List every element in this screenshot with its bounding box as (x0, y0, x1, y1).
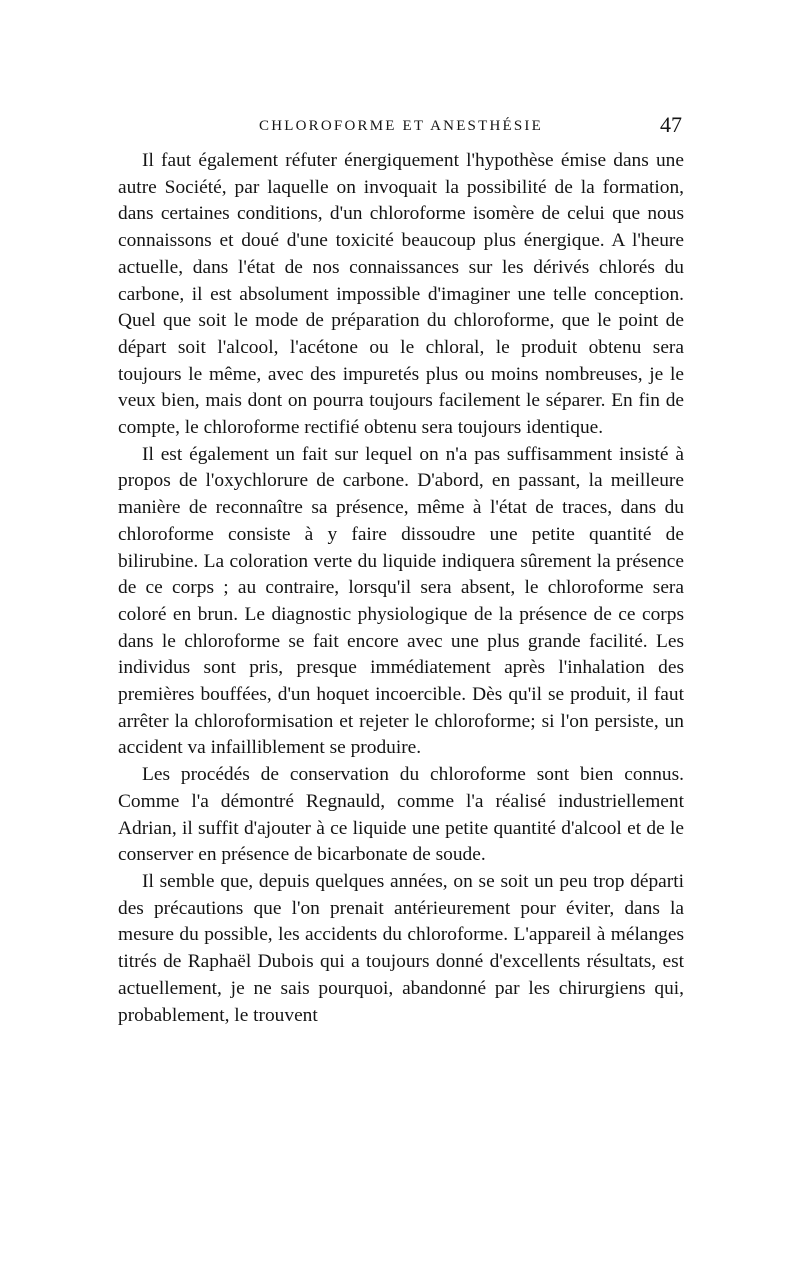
paragraph: Il faut également réfuter énergiquement l'hypothèse émise dans une autre Société, par laquelle on invoquait la possibilité de la formation, dans certaines conditions, d'un chloroforme isomère de celui que nous connaissons et doué d'une toxicité beaucoup plus énergique. A l'heure actuelle, dans l'état de nos connaissances sur les dérivés chlorés du carbone, il est absolument impossible d'imaginer une telle conception. Quel que soit le mode de préparation du chloroforme, que le point de départ soit l'alcool, l'acétone ou le chloral, le produit obtenu sera toujours le même, avec des impuretés plus ou moins nombreuses, je le veux bien, mais dont on pourra toujours facilement le séparer. En fin de compte, le chloroforme rectifié obtenu sera toujours identique. (118, 150, 684, 439)
paragraph: Les procédés de conservation du chloroforme sont bien connus. Comme l'a démontré Regnauld, comme l'a réalisé industriellement Adrian, il suffit d'ajouter à ce liquide une petite quantité d'alcool et de le conserver en présence de bicarbonate de soude. (118, 764, 684, 866)
body-text (118, 148, 684, 1029)
running-title: CHLOROFORME ET ANESTHÉSIE (259, 118, 543, 134)
running-head (118, 114, 684, 138)
paragraph: Il semble que, depuis quelques années, on se soit un peu trop départi des précautions que l'on prenait antérieurement pour éviter, dans la mesure du possible, les accidents du chloroforme. L'appareil à mélanges titrés de Raphaël Dubois qui a toujours donné d'excellents résultats, est actuellement, je ne sais pourquoi, abandonné par les chirurgiens qui, probablement, le trouvent (118, 870, 684, 1026)
paragraph: Il est également un fait sur lequel on n'a pas suffisamment insisté à propos de l'oxychlorure de carbone. D'abord, en passant, la meilleure manière de reconnaître sa présence, même à l'état de traces, dans du chloroforme consiste à y faire dissoudre une petite quantité de bilirubine. La coloration verte du liquide indiquera sûrement la présence de ce corps ; au contraire, lorsqu'il sera absent, le chloroforme sera coloré en brun. Le diagnostic physiologique de la présence de ce corps dans le chloroforme se fait encore avec une plus grande facilité. Les individus sont pris, presque immédiatement après l'inhalation des premières bouffées, d'un hoquet incoercible. Dès qu'il se produit, il faut arrêter la chloroformisation et rejeter le chloroforme; si l'on persiste, un accident va infailliblement se produire. (118, 443, 684, 759)
page-number: 47 (660, 112, 682, 137)
